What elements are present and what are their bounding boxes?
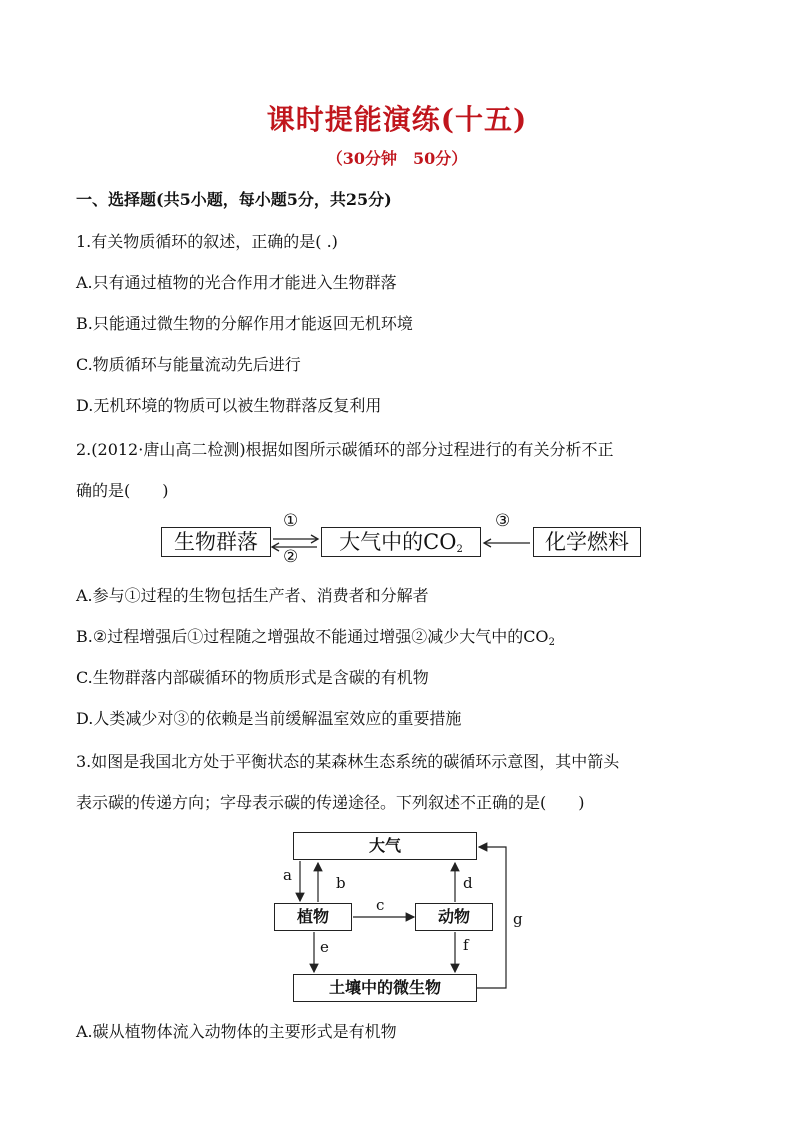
- diagram-box-biotic-community: 生物群落: [161, 527, 271, 557]
- node-atmosphere: 大气: [293, 832, 477, 860]
- path-label-a: a: [283, 866, 292, 884]
- label-process-2: ②: [283, 547, 299, 567]
- q2-option-b: B.②过程增强后①过程随之增强故不能通过增强②减少大气中的$CO_2$: [76, 627, 555, 648]
- path-label-e: e: [320, 938, 329, 956]
- q2-stem-line2: 确的是( ): [76, 481, 169, 500]
- forest-diagram-arrows: [270, 830, 530, 1010]
- node-animal: 动物: [415, 903, 493, 931]
- q1-option-d: D.无机环境的物质可以被生物群落反复利用: [76, 396, 382, 415]
- q3-stem-line2: 表示碳的传递方向；字母表示碳的传递途径。下列叙述不正确的是( ): [76, 793, 585, 812]
- q3-stem-line1: 3.如图是我国北方处于平衡状态的某森林生态系统的碳循环示意图，其中箭头: [76, 752, 620, 771]
- page-subtitle: （30分钟 50分）: [326, 149, 468, 168]
- q2-option-a: A.参与①过程的生物包括生产者、消费者和分解者: [76, 586, 429, 605]
- q1-option-b: B.只能通过微生物的分解作用才能返回无机环境: [76, 314, 413, 333]
- path-label-g: g: [513, 910, 523, 928]
- q1-option-c: C.物质循环与能量流动先后进行: [76, 355, 301, 374]
- q1-stem: 1.有关物质循环的叙述，正确的是( .): [76, 232, 338, 251]
- path-label-c: c: [376, 896, 385, 914]
- q2-option-d: D.人类减少对③的依赖是当前缓解温室效应的重要措施: [76, 709, 462, 728]
- path-label-d: d: [463, 874, 473, 892]
- path-label-b: b: [336, 874, 346, 892]
- node-soil-microbes: 土壤中的微生物: [293, 974, 477, 1002]
- label-process-3: ③: [495, 511, 511, 531]
- forest-carbon-cycle-diagram: [270, 830, 530, 1010]
- node-plant: 植物: [274, 903, 352, 931]
- diagram-box-fossil-fuel: 化学燃料: [533, 527, 641, 557]
- q2-option-c: C.生物群落内部碳循环的物质形式是含碳的有机物: [76, 668, 429, 687]
- section-heading: 一、选择题(共5小题，每小题5分，共25分): [76, 190, 392, 209]
- label-process-1: ①: [283, 511, 299, 531]
- q3-option-a: A.碳从植物体流入动物体的主要形式是有机物: [76, 1022, 397, 1041]
- diagram-box-atmospheric-co2: 大气中的$CO_2$: [321, 527, 481, 557]
- diagram-arrows: [161, 525, 641, 565]
- q2-stem-line1: 2.(2012·唐山高二检测)根据如图所示碳循环的部分过程进行的有关分析不正: [76, 440, 614, 459]
- page-title: 课时提能演练(十五): [266, 103, 528, 136]
- q1-option-a: A.只有通过植物的光合作用才能进入生物群落: [76, 273, 397, 292]
- carbon-cycle-diagram: [161, 511, 641, 567]
- path-label-f: f: [463, 936, 469, 954]
